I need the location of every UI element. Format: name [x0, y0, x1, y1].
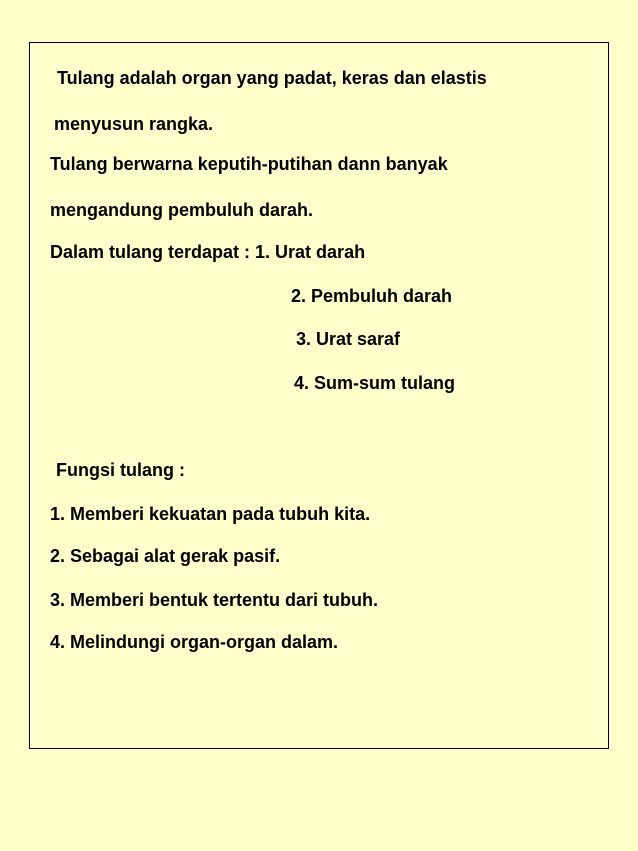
- function-item-2: 2. Sebagai alat gerak pasif.: [50, 546, 281, 566]
- contents-item-4: 4. Sum-sum tulang: [294, 373, 456, 393]
- contents-intro: Dalam tulang terdapat : 1. Urat darah: [50, 242, 366, 262]
- function-item-1: 1. Memberi kekuatan pada tubuh kita.: [50, 504, 371, 524]
- paragraph1-line1: Tulang adalah organ yang padat, keras dan elastis: [57, 68, 487, 88]
- functions-heading: Fungsi tulang :: [56, 460, 185, 480]
- function-item-3: 3. Memberi bentuk tertentu dari tubuh.: [50, 590, 379, 610]
- function-item-4: 4. Melindungi organ-organ dalam.: [50, 632, 339, 652]
- paragraph1-line2: menyusun rangka.: [54, 114, 214, 134]
- contents-item-2: 2. Pembuluh darah: [291, 286, 453, 306]
- paragraph2-line2: mengandung pembuluh darah.: [50, 200, 314, 220]
- paragraph2-line1: Tulang berwarna keputih-putihan dann banyak: [50, 154, 448, 174]
- contents-item-3: 3. Urat saraf: [296, 329, 401, 349]
